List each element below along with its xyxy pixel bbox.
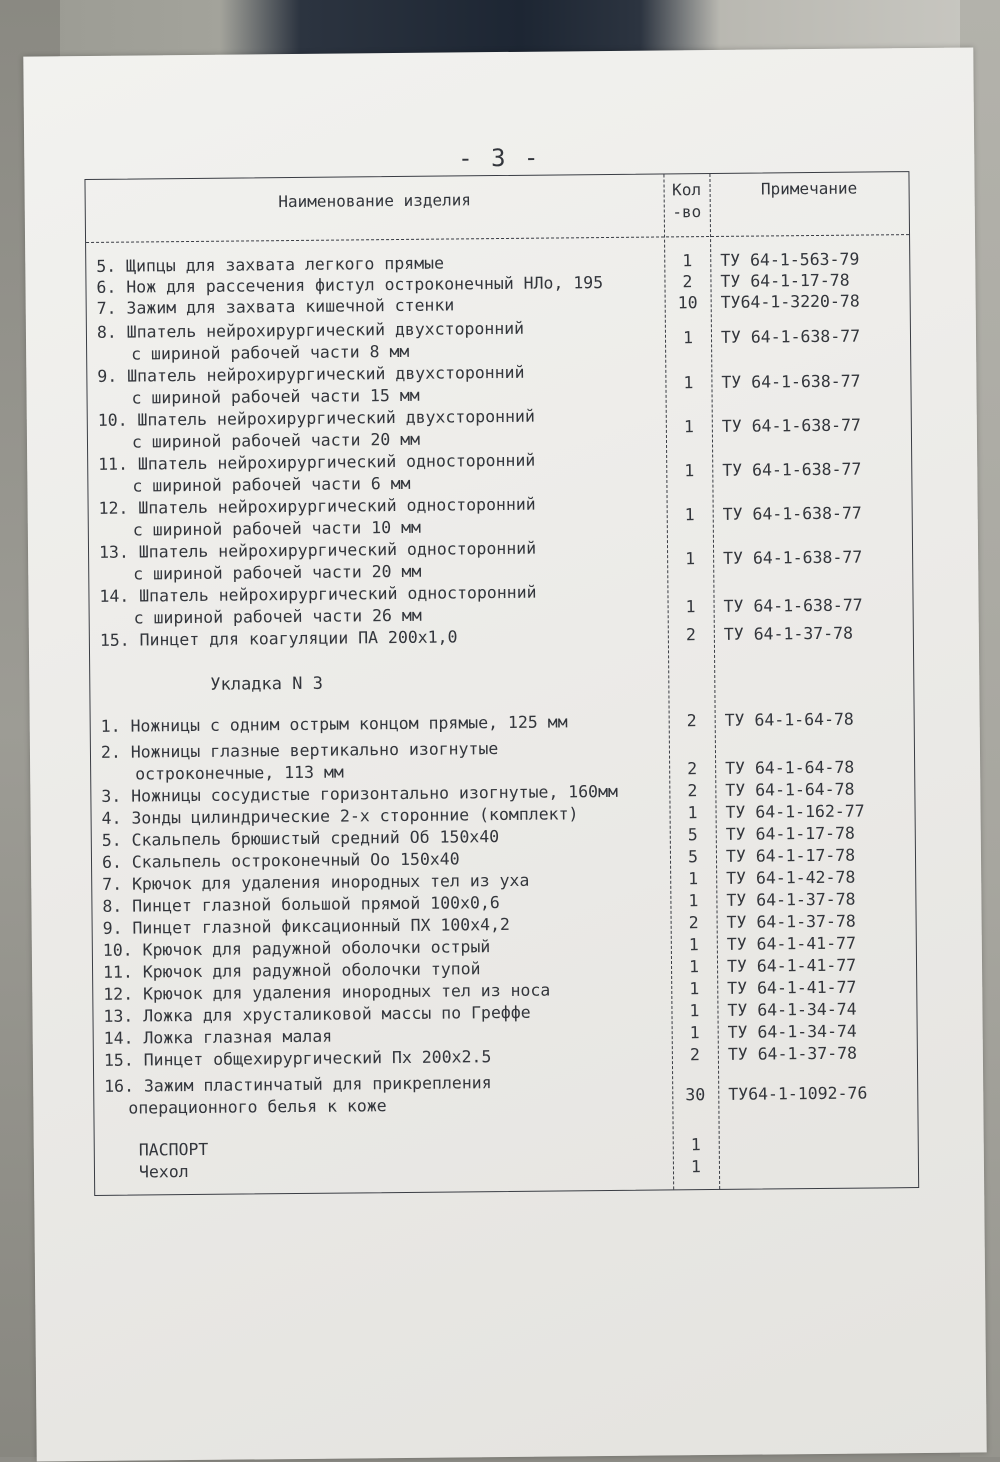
item-note: ТУ 64-1-41-77 xyxy=(726,955,857,976)
item-qty: 2 xyxy=(685,625,696,645)
item-note: ТУ 64-1-37-78 xyxy=(723,623,854,644)
item-name: 11. Крючок для радужной оболочки тупой xyxy=(102,959,481,982)
item-name-line2: с шириной рабочей части 10 мм xyxy=(132,517,422,540)
item-name: 7. Зажим для захвата кишечной стенки xyxy=(96,295,455,318)
item-name: 13. Ложка для хрусталиковой массы по Греффе xyxy=(103,1002,531,1026)
item-note: ТУ 64-1-638-77 xyxy=(722,503,862,524)
header-qty-line2: -во xyxy=(672,202,702,222)
item-name: 6. Нож для рассечения фистул остроконечный НЛо, 195 xyxy=(96,273,604,297)
item-name: 12. Крючок для удаления инородных тел из носа xyxy=(103,980,551,1004)
item-name: 10. Крючок для радужной оболочки острый xyxy=(102,937,491,960)
item-note: ТУ 64-1-17-78 xyxy=(725,845,856,866)
item-qty: 2 xyxy=(682,272,693,292)
item-note: ТУ 64-1-37-78 xyxy=(726,911,856,932)
item-name-line2: с шириной рабочей части 8 мм xyxy=(131,341,410,364)
item-note: ТУ 64-1-638-77 xyxy=(723,547,863,568)
item-note: ТУ 64-1-42-78 xyxy=(726,867,856,888)
item-qty: 30 xyxy=(685,1085,706,1105)
item-qty: 1 xyxy=(689,979,700,999)
item-note: ТУ 64-1-34-74 xyxy=(727,999,857,1020)
item-qty: 2 xyxy=(686,711,697,731)
item-name: 15. Пинцет общехирургический Пх 200х2.5 xyxy=(103,1047,492,1070)
header-name: Наименование изделия xyxy=(278,190,472,212)
item-name: 8. Шпатель нейрохирургический двухсторонний xyxy=(96,318,525,342)
item-note: ТУ 64-1-638-77 xyxy=(723,595,863,616)
item-qty: 1 xyxy=(689,1023,700,1043)
item-name: 3. Ножницы сосудистые горизонтально изогнутые, 160мм xyxy=(101,781,619,806)
item-name-line2: остроконечные, 113 мм xyxy=(135,762,344,784)
item-name: 5. Скальпель брюшистый средний Об 150х40 xyxy=(101,827,500,850)
item-note: ТУ 64-1-638-77 xyxy=(720,326,861,347)
item-name: 6. Скальпель остроконечный Оо 150х40 xyxy=(101,849,460,872)
item-name: 9. Шпатель нейрохирургический двухсторонний xyxy=(97,362,525,386)
item-name: 12. Шпатель нейрохирургический односторонний xyxy=(98,494,536,518)
item-name-line2: с шириной рабочей части 26 мм xyxy=(133,605,422,628)
item-name-line2: операционного белья к коже xyxy=(128,1096,387,1118)
item-qty: 2 xyxy=(687,759,698,779)
item-qty: 1 xyxy=(684,505,695,525)
item-name-line2: с шириной рабочей части 15 мм xyxy=(131,385,420,408)
item-note: ТУ 64-1-64-78 xyxy=(725,779,855,800)
item-note: ТУ 64-1-162-77 xyxy=(725,801,865,822)
item-qty: 1 xyxy=(685,549,696,569)
item-name: 8. Пинцет глазной большой прямой 100х0,6 xyxy=(102,893,500,916)
item-qty: 2 xyxy=(688,913,699,933)
item-note: ТУ 64-1-34-74 xyxy=(727,1021,857,1042)
item-name: 1. Ножницы с одним острым концом прямые, 125 мм xyxy=(100,712,568,736)
item-name: 15. Пинцет для коагуляции ПА 200х1,0 xyxy=(99,627,458,650)
item-name: 14. Шпатель нейрохирургический односторонний xyxy=(99,582,537,606)
header-divider xyxy=(86,234,909,243)
item-qty: 5 xyxy=(687,847,699,867)
item-name: 9. Пинцет глазной фиксационный ПХ 100х4,2 xyxy=(102,914,511,938)
item-qty: 5 xyxy=(687,825,698,845)
item-qty: 10 xyxy=(677,293,698,313)
item-qty: 1 xyxy=(690,1135,701,1155)
item-qty: 1 xyxy=(689,1001,700,1021)
item-qty: 1 xyxy=(685,597,696,617)
item-name-line2: с шириной рабочей части 20 мм xyxy=(131,429,421,452)
item-note: ТУ 64-1-64-78 xyxy=(725,757,855,778)
item-name-line2: с шириной рабочей части 6 мм xyxy=(132,473,411,496)
item-note: ТУ 64-1-41-77 xyxy=(727,977,857,998)
item-qty: 1 xyxy=(683,373,694,393)
item-qty: 1 xyxy=(688,957,700,977)
item-qty: 1 xyxy=(683,417,694,437)
item-name: 5. Щипцы для захвата легкого прямые xyxy=(96,253,445,276)
item-qty: 1 xyxy=(687,803,698,823)
table-row xyxy=(91,708,914,738)
item-name: Чехол xyxy=(138,1162,189,1182)
item-note: ТУ 64-1-638-77 xyxy=(721,371,861,392)
item-note: ТУ 64-1-17-78 xyxy=(725,823,856,844)
item-note: ТУ 64-1-37-78 xyxy=(727,1043,858,1064)
item-name: 2. Ножницы глазные вертикально изогнутые xyxy=(100,739,499,762)
item-note: ТУ 64-1-638-77 xyxy=(722,459,862,480)
item-qty: 2 xyxy=(687,781,698,801)
document-page xyxy=(23,47,986,1461)
item-qty: 1 xyxy=(688,869,699,889)
item-note: ТУ64-1-3220-78 xyxy=(720,291,860,312)
item-name: ПАСПОРТ xyxy=(138,1139,209,1160)
item-name: 10. Шпатель нейрохирургический двухсторонний xyxy=(97,406,535,430)
item-note: ТУ 64-1-37-78 xyxy=(726,889,856,910)
item-qty: 1 xyxy=(682,251,693,271)
item-note: ТУ 64-1-64-78 xyxy=(724,709,854,730)
item-qty: 2 xyxy=(689,1045,700,1065)
page-number: - 3 - xyxy=(458,143,541,173)
item-qty: 1 xyxy=(688,935,699,955)
item-qty: 1 xyxy=(684,461,695,481)
equipment-table xyxy=(84,171,919,1196)
section-title: Укладка N 3 xyxy=(210,673,324,695)
item-qty: 1 xyxy=(682,328,694,348)
item-qty: 1 xyxy=(690,1157,702,1177)
item-name: 11. Шпатель нейрохирургический односторонний xyxy=(98,450,536,474)
item-note: ТУ 64-1-563-79 xyxy=(720,249,860,270)
item-note: ТУ 64-1-41-77 xyxy=(726,933,857,954)
header-note: Примечание xyxy=(760,178,858,199)
item-name: 4. Зонды цилиндрические 2-х сторонние (комплект) xyxy=(101,804,579,828)
item-name: 7. Крючок для удаления инородных тел из уха xyxy=(102,870,530,894)
item-name-line2: с шириной рабочей части 20 мм xyxy=(133,561,422,584)
item-note: ТУ 64-1-638-77 xyxy=(721,415,862,436)
item-name: 16. Зажим пластинчатый для прикрепления xyxy=(104,1073,492,1096)
item-name: 13. Шпатель нейрохирургический односторонний xyxy=(98,538,537,562)
header-qty-line1: Кол xyxy=(672,180,702,200)
item-note: ТУ 64-1-17-78 xyxy=(720,270,850,291)
item-note: ТУ64-1-1092-76 xyxy=(728,1083,868,1104)
item-name: 14. Ложка глазная малая xyxy=(103,1026,333,1048)
item-qty: 1 xyxy=(688,891,699,911)
